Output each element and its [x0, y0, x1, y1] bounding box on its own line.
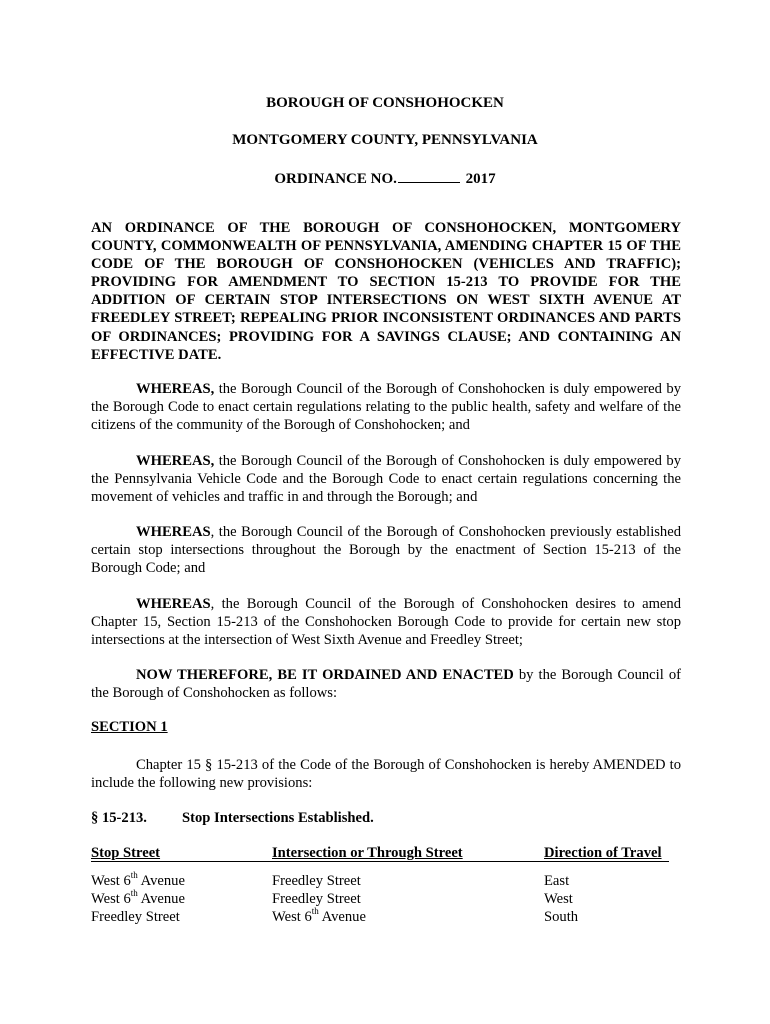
- table-cell-stop-street: Freedley Street: [91, 909, 180, 925]
- table-cell-direction: East: [544, 873, 570, 889]
- whereas-lead: WHEREAS: [136, 524, 211, 540]
- table-cell-through-street: Freedley Street: [272, 891, 361, 907]
- whereas-lead: WHEREAS: [136, 596, 211, 612]
- table-cell-through-street: West 6th Avenue: [272, 906, 366, 925]
- whereas-text: the Borough Council of the Borough of Conshohocken is duly empowered by the Borough Code to enact certain regulations relating to the public health, safety and welfare of the citizens of the community of the Borough of Conshohocken; and: [91, 381, 681, 434]
- table-header-rule: [91, 861, 669, 862]
- column-header-direction: Direction of Travel: [544, 845, 662, 861]
- header-county: MONTGOMERY COUNTY, PENNSYLVANIA: [232, 132, 538, 148]
- provision-title: Stop Intersections Established.: [182, 810, 374, 826]
- provision-number: § 15-213.: [91, 810, 147, 826]
- table-cell-stop-street: West 6th Avenue: [91, 870, 185, 889]
- ordinance-number-line: [0, 168, 770, 188]
- table-cell-through-street: Freedley Street: [272, 873, 361, 889]
- now-therefore-text: by the Borough Council of the Borough of Conshohocken as follows:: [91, 667, 681, 702]
- whereas-paragraph-4: [91, 595, 681, 649]
- whereas-paragraph-2: [91, 452, 681, 506]
- ordinance-title: AN ORDINANCE OF THE BOROUGH OF CONSHOHOCKEN, MONTGOMERY COUNTY, COMMONWEALTH OF PENNSYLVANIA, AMENDING CHAPTER 15 OF THE CODE OF THE BOROUGH OF CONSHOHOCKEN (VEHICLES AND TRAFFIC); PROVIDING FOR AMENDMENT TO SECTION 15-213 TO PROVIDE FOR THE ADDITION OF CERTAIN STOP INTERSECTIONS ON WEST SIXTH AVENUE AT FREEDLEY STREET; REPEALING PRIOR INCONSISTENT ORDINANCES AND PARTS OF ORDINANCES; PROVIDING FOR A SAVINGS CLAUSE; AND CONTAINING AN EFFECTIVE DATE.: [91, 220, 681, 363]
- section-1-text: Chapter 15 § 15-213 of the Code of the Borough of Conshohocken is hereby AMENDED to include the following new provisions:: [91, 757, 681, 792]
- ordinance-number-blank: [398, 168, 460, 183]
- table-cell-direction: West: [544, 891, 573, 907]
- whereas-text: , the Borough Council of the Borough of Conshohocken previously established certain stop intersections throughout the Borough by the enactment of Section 15-213 of the Borough Code; and: [91, 524, 681, 577]
- whereas-text: the Borough Council of the Borough of Conshohocken is duly empowered by the Pennsylvania Vehicle Code and the Borough Code to enact certain regulations concerning the movement of vehicles and traffic in and through the Borough; and: [91, 453, 681, 506]
- whereas-lead: WHEREAS,: [136, 453, 215, 469]
- whereas-paragraph-3: [91, 523, 681, 577]
- header-borough: BOROUGH OF CONSHOHOCKEN: [266, 95, 504, 111]
- ordinance-year: 2017: [465, 171, 496, 187]
- now-therefore-paragraph: [91, 666, 681, 702]
- now-therefore-lead: NOW THEREFORE, BE IT ORDAINED AND ENACTED: [136, 667, 514, 683]
- table-cell-direction: South: [544, 909, 579, 925]
- ordinance-prefix: ORDINANCE NO.: [274, 171, 397, 187]
- whereas-lead: WHEREAS,: [136, 381, 215, 397]
- section-heading: SECTION 1: [91, 719, 168, 735]
- table-cell-stop-street: West 6th Avenue: [91, 888, 185, 907]
- whereas-text: , the Borough Council of the Borough of Conshohocken desires to amend Chapter 15, Section 15-213 of the Conshohocken Borough Code to provide for certain new stop intersections at the intersection of West Sixth Avenue and Freedley Street;: [91, 596, 681, 649]
- whereas-paragraph-1: [91, 380, 681, 434]
- column-header-stop-street: Stop Street: [91, 845, 161, 861]
- column-header-through-street: Intersection or Through Street: [272, 845, 463, 861]
